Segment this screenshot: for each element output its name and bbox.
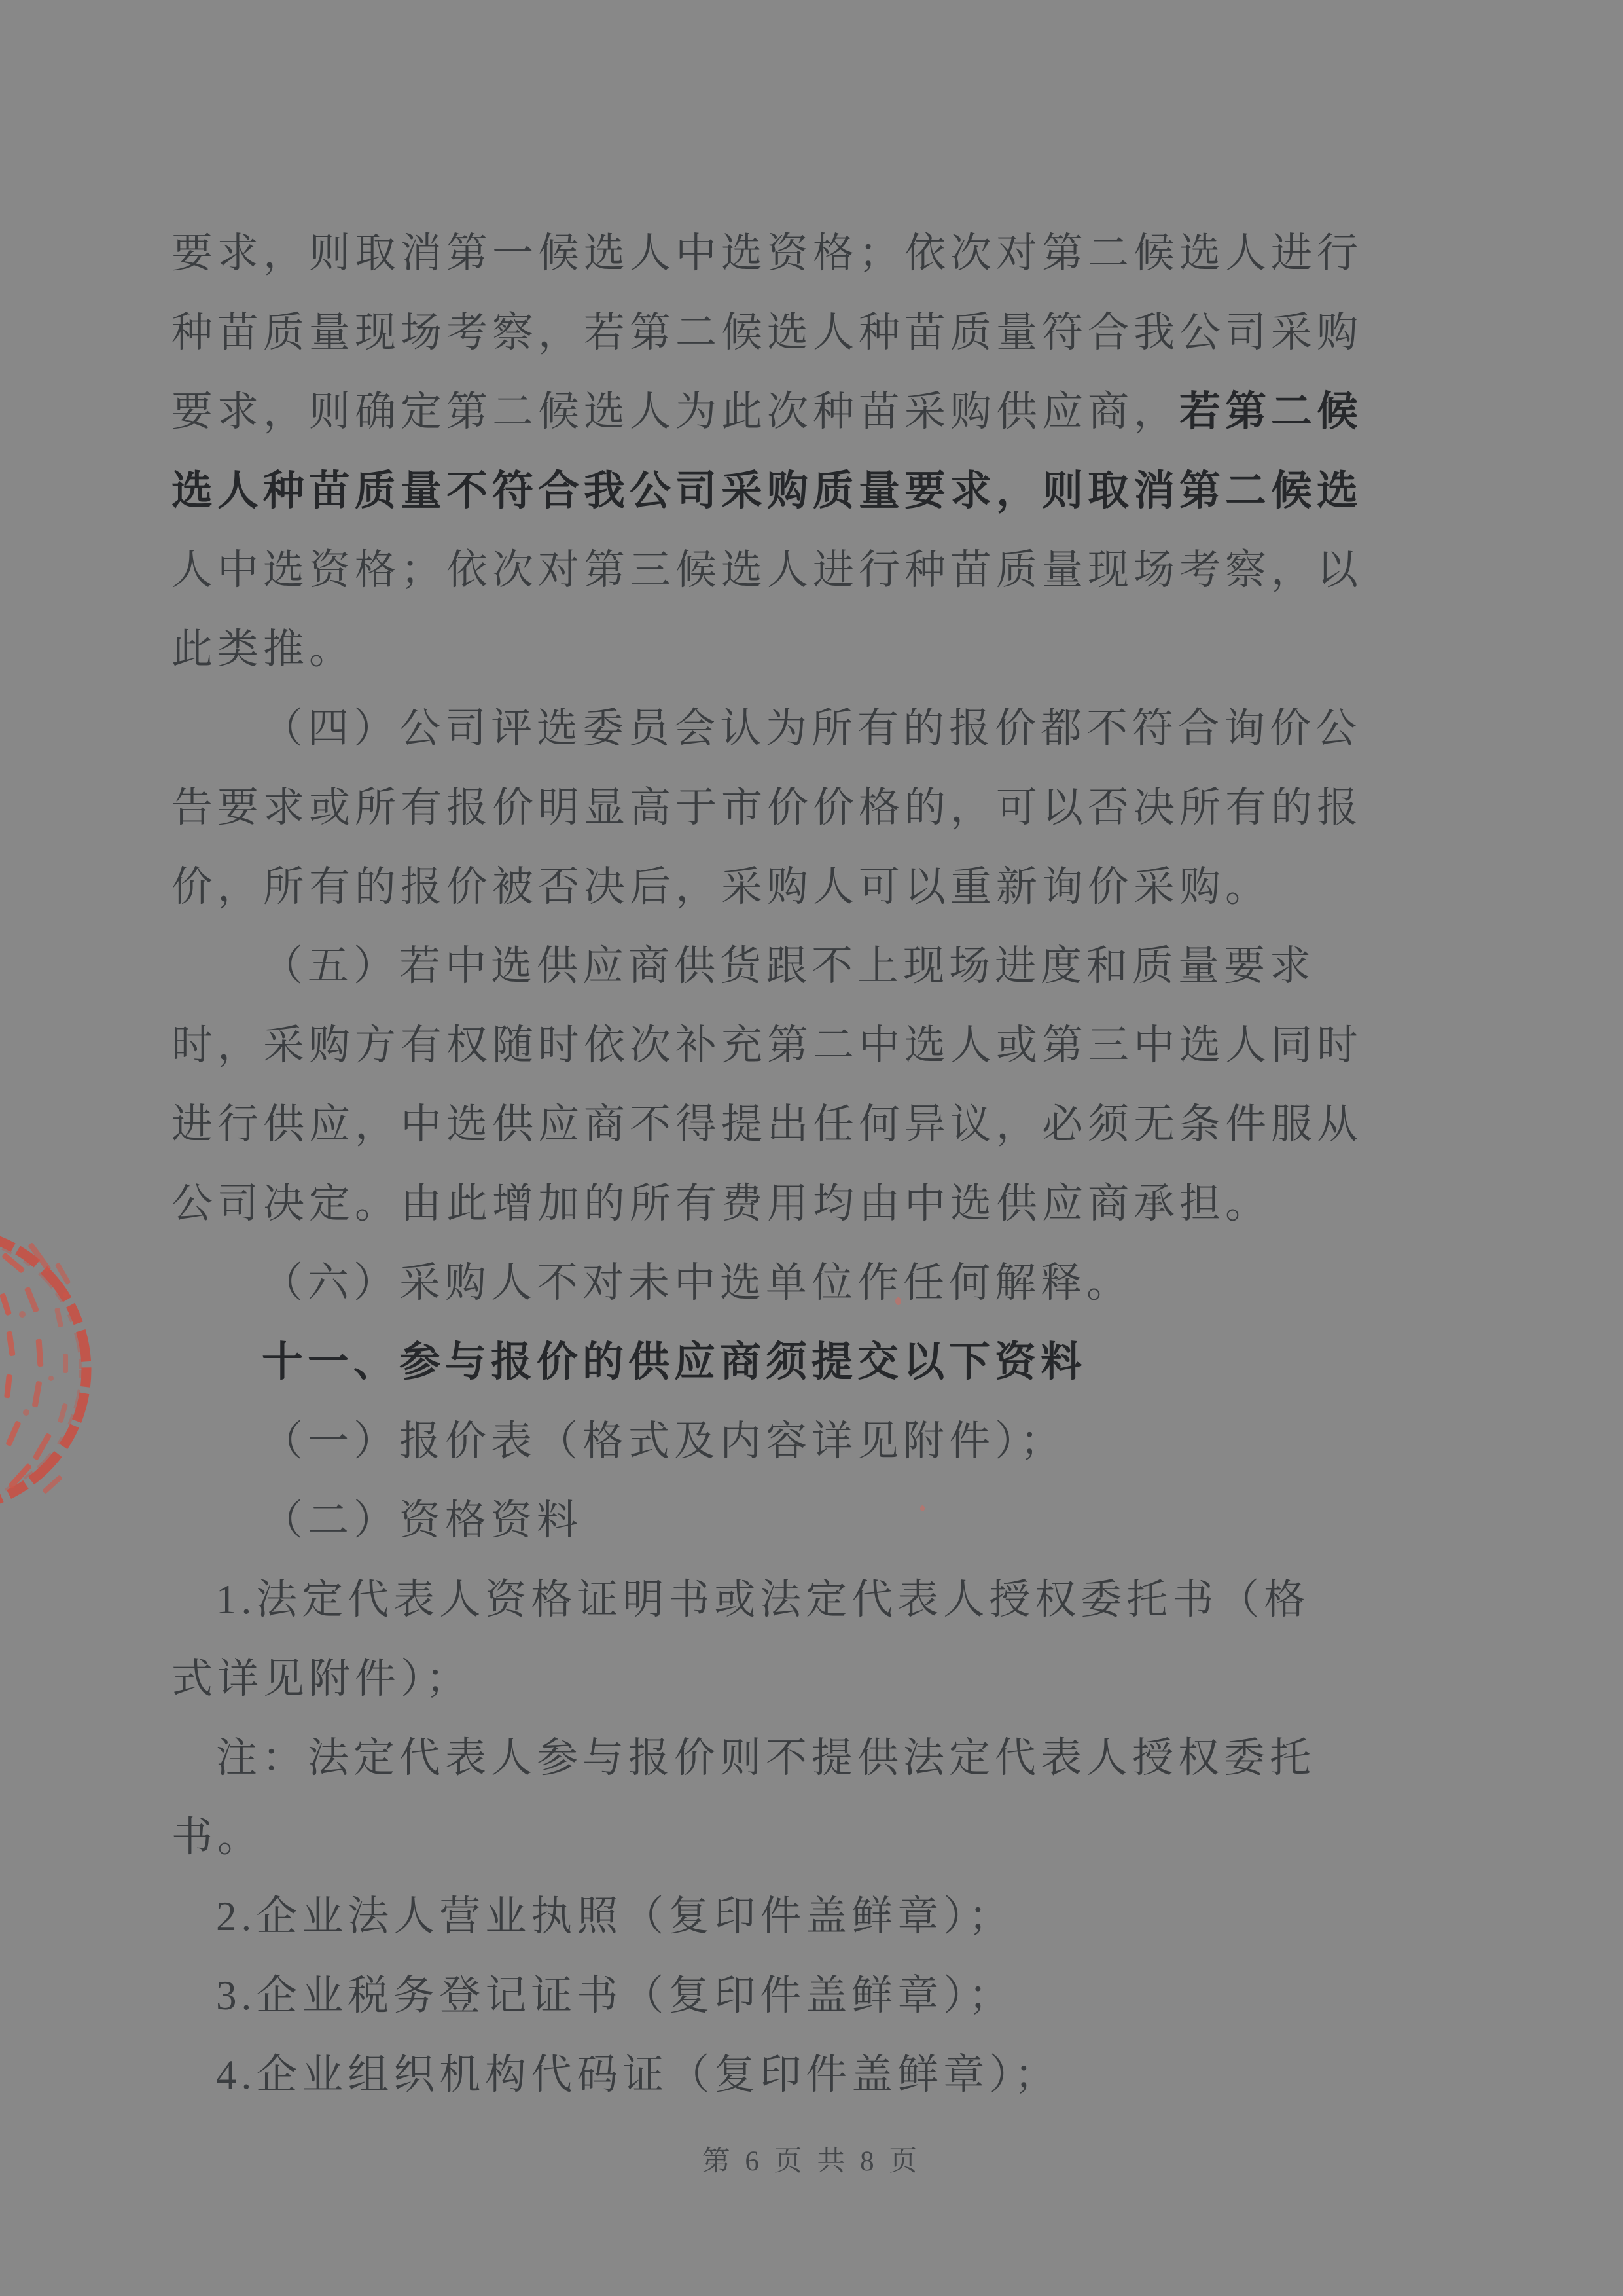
text-run: （五）若中选供应商供货跟不上现场进度和质量要求 xyxy=(262,943,1315,989)
text-line xyxy=(171,389,1363,434)
text-line xyxy=(171,627,355,672)
text-run: 3.企业税务登记证书（复印件盖鲜章）； xyxy=(216,1973,1014,2018)
text-line xyxy=(171,548,1363,592)
text-line xyxy=(262,1498,582,1543)
text-line xyxy=(171,1181,1271,1226)
text-line xyxy=(216,1973,1014,2018)
text-run: 十一、参与报价的供应商须提交以下资料 xyxy=(262,1339,1086,1385)
text-run: 式详见附件）； xyxy=(171,1656,472,1702)
text-run: （一）报价表（格式及内容详见附件）； xyxy=(262,1418,1066,1464)
text-run: 公司决定。由此增加的所有费用均由中选供应商承担。 xyxy=(171,1181,1271,1227)
text-line xyxy=(262,1340,1086,1384)
text-line xyxy=(262,1419,1066,1463)
text-line xyxy=(171,469,1363,513)
text-line xyxy=(171,1023,1363,1067)
text-run: 此类推。 xyxy=(171,626,355,672)
text-line xyxy=(216,1736,1315,1780)
text-line xyxy=(262,706,1361,751)
text-line xyxy=(262,1261,1132,1305)
text-run: 价，所有的报价被否决后，采购人可以重新询价采购。 xyxy=(171,864,1271,910)
text-run: （二）资格资料 xyxy=(262,1498,582,1543)
text-line xyxy=(216,1894,1014,1939)
text-line xyxy=(171,1102,1363,1147)
text-run: 进行供应，中选供应商不得提出任何异议，必须无条件服从 xyxy=(171,1102,1363,1147)
text-line xyxy=(171,231,1363,276)
text-run: 2.企业法人营业执照（复印件盖鲜章）； xyxy=(216,1893,1014,1939)
text-line xyxy=(216,1577,1310,1622)
text-run: 人中选资格；依次对第三候选人进行种苗质量现场考察，以 xyxy=(171,547,1363,593)
text-line xyxy=(216,2053,1060,2097)
text-run: 注：法定代表人参与报价则不提供法定代表人授权委托 xyxy=(216,1735,1315,1781)
text-run: 时，采购方有权随时依次补充第二中选人或第三中选人同时 xyxy=(171,1022,1363,1068)
text-run: 种苗质量现场考察，若第二候选人种苗质量符合我公司采购 xyxy=(171,310,1363,355)
text-run: 书。 xyxy=(171,1814,263,1860)
text-run: 4.企业组织机构代码证（复印件盖鲜章）； xyxy=(216,2052,1060,2098)
text-run: 要求，则确定第二候选人为此次种苗采购供应商， xyxy=(171,389,1179,435)
page-number-footer: 第 6 页 共 8 页 xyxy=(702,2146,921,2177)
text-line xyxy=(171,310,1363,355)
text-line xyxy=(262,944,1315,988)
text-run: 要求，则取消第一候选人中选资格；依次对第二候选人进行 xyxy=(171,230,1363,276)
text-run: 告要求或所有报价明显高于市价价格的，可以否决所有的报 xyxy=(171,785,1363,831)
text-run: （四）公司评选委员会认为所有的报价都不符合询价公 xyxy=(262,706,1361,751)
text-run: 1.法定代表人资格证明书或法定代表人授权委托书（格 xyxy=(216,1577,1310,1623)
text-run: 选人种苗质量不符合我公司采购质量要求，则取消第二候选 xyxy=(171,468,1363,514)
text-line xyxy=(171,865,1271,909)
text-run: （六）采购人不对未中选单位作任何解释。 xyxy=(262,1260,1132,1306)
text-line xyxy=(171,1815,263,1859)
text-line xyxy=(171,785,1363,830)
text-line xyxy=(171,1657,472,1701)
text-run: 若第二候 xyxy=(1179,389,1363,435)
